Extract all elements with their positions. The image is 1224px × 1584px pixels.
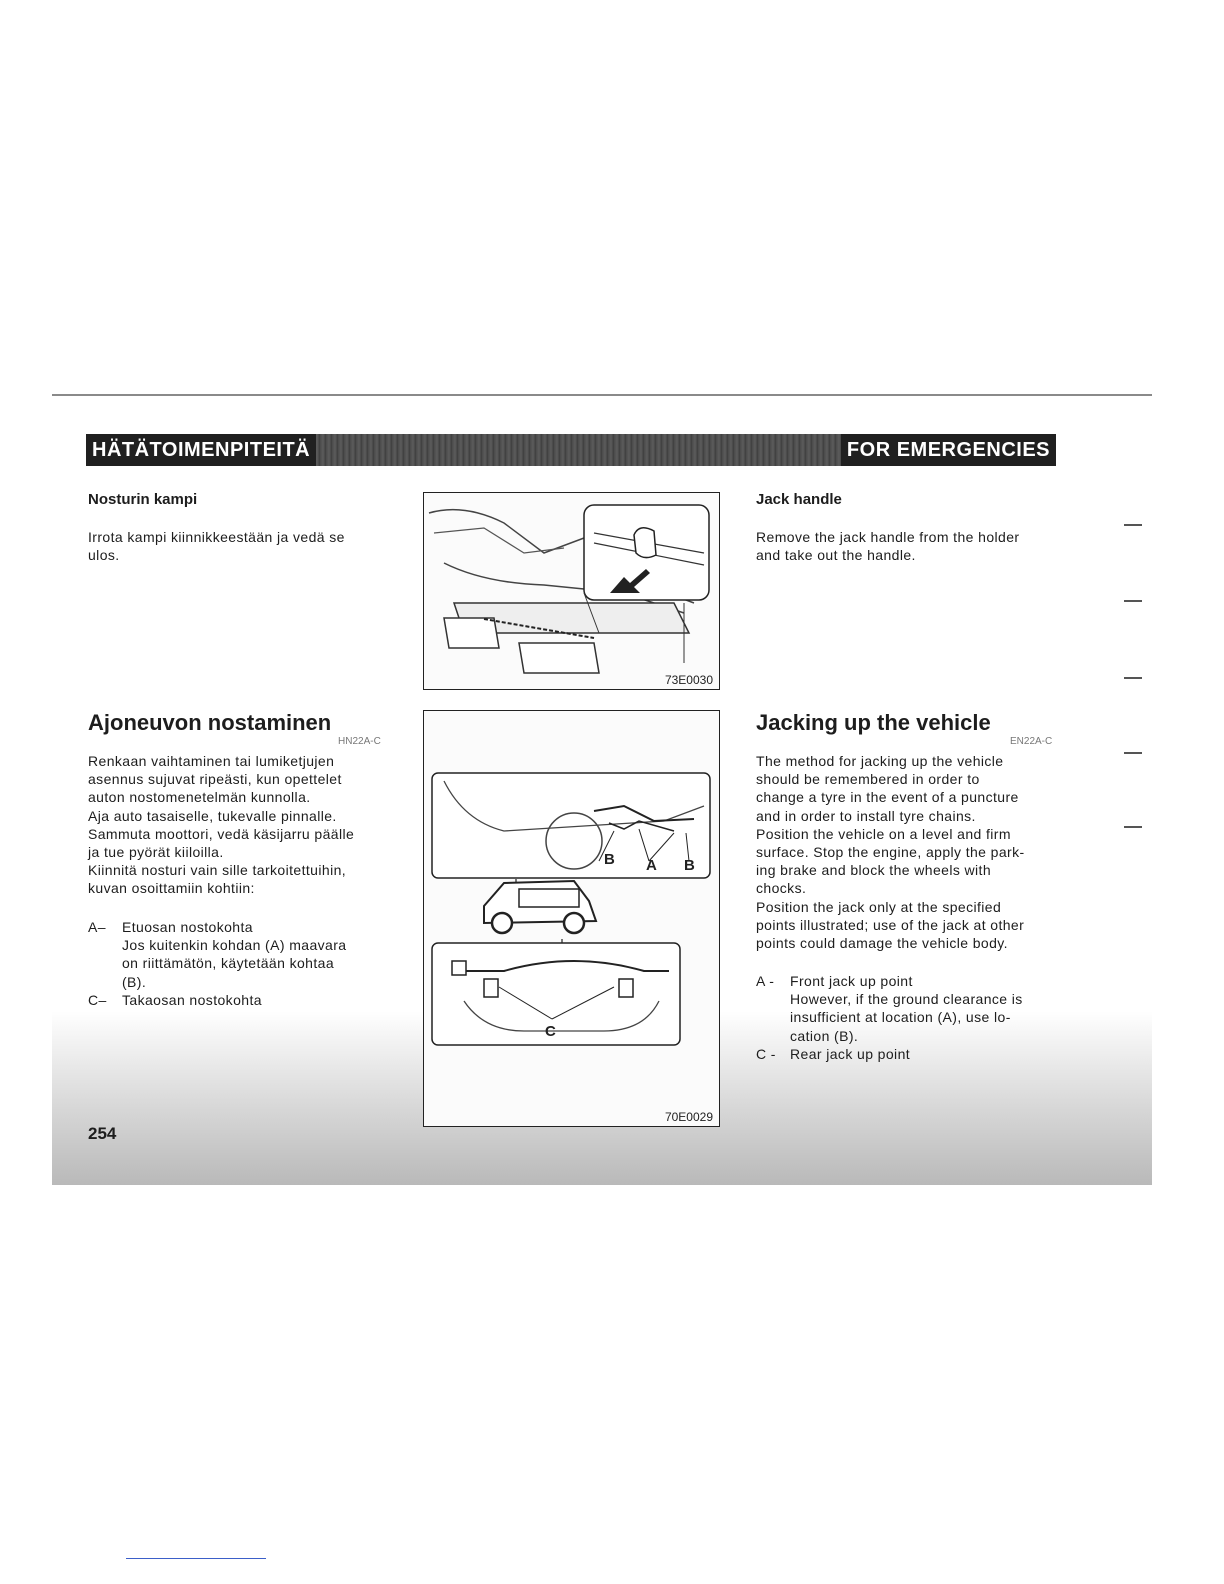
list-item: A - Front jack up point However, if the ground clearance is insufficient at location (A), use lo- cation (B).: [756, 973, 1023, 1044]
side-tab-mark: [1124, 600, 1142, 602]
section-title-jack-handle-fi: Nosturin kampi: [88, 491, 198, 508]
section-title-jacking-en: Jacking up the vehicle: [756, 710, 991, 735]
jack-point-label: B: [684, 857, 695, 874]
paragraph-jack-handle-en: Remove the jack handle from the holder and take out the handle.: [756, 529, 1020, 564]
header-title-english: FOR EMERGENCIES: [841, 434, 1056, 466]
figure-jack-up-points: [423, 710, 720, 1127]
figure-jack-handle-holder: [423, 492, 720, 690]
jack-point-label: A: [646, 857, 657, 874]
section-title-jacking-fi: Ajoneuvon nostaminen: [88, 710, 332, 735]
jack-handle-illustration: [424, 493, 719, 689]
section-title-jack-handle-en: Jack handle: [756, 491, 842, 508]
paragraph-jacking-fi: Renkaan vaihtaminen tai lumiketjujen asennus sujuvat ripeästi, kun opettelet auton nostomenetelmän kunnolla. Aja auto tasaiselle, tukevalle pinnalle. Sammuta moottori, vedä käsijarru päälle ja tue pyörät kiiloilla. Kiinnitä nosturi vain sille tarkoitettuihin, kuvan osoittamiin kohtiin:: [88, 753, 355, 897]
figure-code: 73E0030: [664, 673, 713, 687]
side-tab-mark: [1124, 677, 1142, 679]
top-rule: [52, 394, 1152, 396]
header-title-finnish: HÄTÄTOIMENPITEITÄ: [86, 434, 316, 466]
paragraph-jack-handle-fi: Irrota kampi kiinnikkeestään ja vedä se ulos.: [88, 529, 345, 564]
section-code-en: EN22A-C: [1010, 736, 1053, 747]
list-item: A– Etuosan nostokohta Jos kuitenkin kohdan (A) maavara on riittämätön, käytetään kohtaa (B).: [88, 919, 347, 990]
jack-point-label: C: [545, 1023, 556, 1040]
figure-code: 70E0029: [664, 1110, 713, 1124]
paragraph-jacking-en: The method for jacking up the vehicle should be remembered in order to change a tyre in the event of a puncture and in order to install tyre chains. Position the vehicle on a level and firm surface. Stop the engine, apply the park- ing brake and block the wheels with chocks. Position the jack only at the specified points illustrated; use of the jack at other points could damage the vehicle body.: [756, 753, 1025, 952]
jack-point-label: B: [604, 851, 615, 868]
side-tab-mark: [1124, 752, 1142, 754]
page-number: 254: [88, 1124, 117, 1143]
list-item: C - Rear jack up point: [756, 1046, 911, 1062]
side-tab-mark: [1124, 524, 1142, 526]
side-tab-mark: [1124, 826, 1142, 828]
list-item: C– Takaosan nostokohta: [88, 992, 262, 1008]
bottom-rule: [126, 1558, 266, 1559]
section-code-fi: HN22A-C: [338, 736, 381, 747]
jack-points-illustration: [424, 711, 719, 1126]
